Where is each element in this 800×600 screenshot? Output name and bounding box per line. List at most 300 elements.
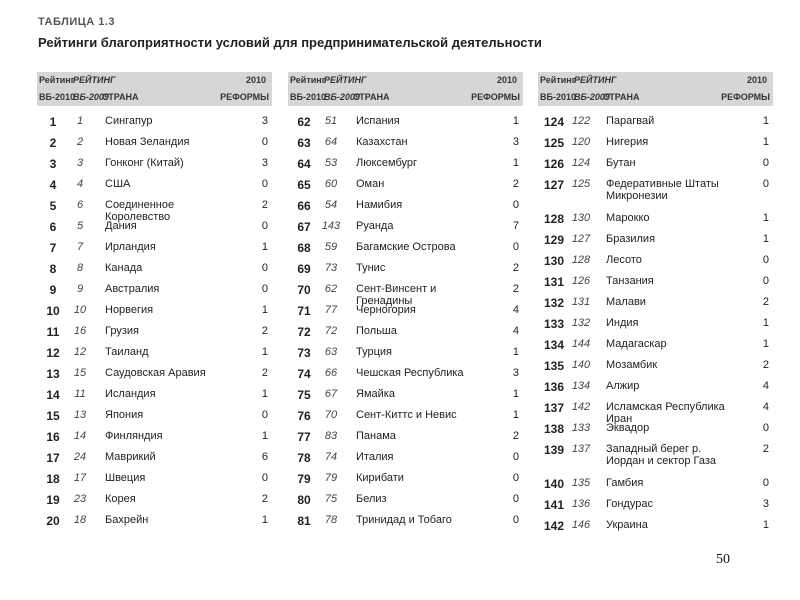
rank-2010: 7 bbox=[49, 241, 57, 255]
table-row bbox=[37, 279, 272, 300]
rank-2010: 134 bbox=[543, 338, 565, 352]
table-row bbox=[37, 111, 272, 132]
reforms-count: 1 bbox=[762, 519, 769, 531]
table-row bbox=[538, 397, 773, 425]
table-row bbox=[288, 111, 523, 132]
rank-2009: 11 bbox=[74, 388, 86, 400]
rank-2010: 15 bbox=[46, 409, 60, 423]
table-row bbox=[288, 489, 523, 510]
country-name: Чешская Республика bbox=[356, 367, 464, 379]
country-name: Западный берег р. Иордан и сектор Газа bbox=[606, 443, 717, 467]
rank-2009: 134 bbox=[571, 380, 591, 392]
country-name: Бахрейн bbox=[105, 514, 149, 526]
rank-2010: 62 bbox=[297, 115, 311, 129]
rank-2010: 70 bbox=[297, 283, 311, 297]
country-name: Тунис bbox=[356, 262, 386, 274]
rank-2010: 14 bbox=[46, 388, 60, 402]
country-name: Панама bbox=[356, 430, 396, 442]
header-rank-2010: Рейтинг bbox=[290, 75, 326, 85]
table-row bbox=[538, 376, 773, 397]
country-name: Индия bbox=[606, 317, 639, 329]
rank-2010: 6 bbox=[49, 220, 57, 234]
rank-2009: 126 bbox=[571, 275, 591, 287]
country-name: Сент-Винсент и Гренадины bbox=[356, 283, 437, 307]
table-row bbox=[538, 208, 773, 229]
rank-2009: 1 bbox=[76, 115, 84, 127]
reforms-count: 0 bbox=[261, 136, 268, 148]
rank-2009: 124 bbox=[571, 157, 591, 169]
table-row bbox=[538, 153, 773, 174]
reforms-count: 1 bbox=[512, 409, 519, 421]
rank-2009: 133 bbox=[571, 422, 591, 434]
table-row bbox=[538, 418, 773, 439]
header-country: СТРАНА bbox=[603, 92, 640, 102]
reforms-count: 0 bbox=[512, 451, 519, 463]
rank-2009: 132 bbox=[571, 317, 591, 329]
rank-2010: 77 bbox=[297, 430, 311, 444]
rank-2010: 74 bbox=[297, 367, 311, 381]
country-name: Федеративные Штаты Микронезии bbox=[606, 178, 719, 202]
country-name: Малави bbox=[606, 296, 646, 308]
rank-2009: 17 bbox=[73, 472, 87, 484]
reforms-count: 1 bbox=[512, 388, 519, 400]
reforms-count: 1 bbox=[512, 115, 519, 127]
table-row bbox=[538, 271, 773, 292]
table-row bbox=[538, 229, 773, 250]
table-row bbox=[288, 300, 523, 321]
reforms-count: 4 bbox=[762, 380, 769, 392]
reforms-count: 2 bbox=[261, 493, 268, 505]
rank-2010: 2 bbox=[49, 136, 57, 150]
table-row bbox=[288, 342, 523, 363]
reforms-count: 4 bbox=[512, 304, 519, 316]
header-rank-2010-sub: ВБ-2010 bbox=[540, 92, 576, 102]
rank-2010: 69 bbox=[297, 262, 311, 276]
country-name: Гондурас bbox=[606, 498, 653, 510]
rank-2009: 10 bbox=[73, 304, 87, 316]
rank-2010: 76 bbox=[297, 409, 311, 423]
reforms-count: 1 bbox=[261, 304, 268, 316]
reforms-count: 1 bbox=[512, 346, 519, 358]
rank-2009: 9 bbox=[76, 283, 84, 295]
header-country: СТРАНА bbox=[353, 92, 390, 102]
rank-2010: 3 bbox=[49, 157, 57, 171]
rank-2010: 140 bbox=[543, 477, 565, 491]
rank-2009: 142 bbox=[571, 401, 591, 413]
country-name: Лесото bbox=[606, 254, 642, 266]
header-rank-2009: РЕЙТИНГ bbox=[73, 75, 116, 85]
rank-2009: 62 bbox=[324, 283, 338, 295]
rank-2010: 136 bbox=[543, 380, 565, 394]
reforms-count: 1 bbox=[512, 157, 519, 169]
table-row bbox=[288, 384, 523, 405]
table-row bbox=[288, 468, 523, 489]
country-name: Ямайка bbox=[356, 388, 395, 400]
rank-2009: 128 bbox=[571, 254, 591, 266]
rank-2010: 131 bbox=[543, 275, 565, 289]
country-name: Тринидад и Тобаго bbox=[356, 514, 452, 526]
table-row bbox=[288, 426, 523, 447]
reforms-count: 4 bbox=[512, 325, 519, 337]
rank-2009: 144 bbox=[571, 338, 591, 350]
table-row bbox=[37, 426, 272, 447]
country-name: Мадагаскар bbox=[606, 338, 667, 350]
rank-2010: 80 bbox=[297, 493, 311, 507]
table-row bbox=[288, 258, 523, 279]
reforms-count: 4 bbox=[762, 401, 769, 413]
rank-2010: 16 bbox=[46, 430, 60, 444]
table-row bbox=[288, 279, 523, 307]
header-rank-2010-sub: ВБ-2010 bbox=[290, 92, 326, 102]
country-name: Новая Зеландия bbox=[105, 136, 190, 148]
country-name: Нигерия bbox=[606, 136, 649, 148]
reforms-count: 2 bbox=[762, 296, 769, 308]
rank-2009: 66 bbox=[324, 367, 338, 379]
table-row bbox=[37, 237, 272, 258]
reforms-count: 1 bbox=[261, 388, 268, 400]
country-name: Танзания bbox=[606, 275, 654, 287]
reforms-count: 1 bbox=[762, 115, 769, 127]
country-name: Турция bbox=[356, 346, 392, 358]
table-row bbox=[538, 132, 773, 153]
country-name: Польша bbox=[356, 325, 397, 337]
table-row bbox=[37, 132, 272, 153]
reforms-count: 0 bbox=[512, 199, 519, 211]
country-name: Марокко bbox=[606, 212, 650, 224]
country-name: Намибия bbox=[356, 199, 403, 211]
rank-2009: 8 bbox=[76, 262, 84, 274]
rank-2010: 127 bbox=[543, 178, 565, 192]
table-row bbox=[288, 321, 523, 342]
rank-2009: 127 bbox=[571, 233, 591, 245]
rank-2010: 12 bbox=[46, 346, 60, 360]
reforms-count: 2 bbox=[261, 325, 268, 337]
header-year: 2010 bbox=[245, 75, 266, 85]
rank-2010: 8 bbox=[49, 262, 57, 276]
reforms-count: 0 bbox=[261, 262, 268, 274]
reforms-count: 0 bbox=[261, 220, 268, 232]
rank-2009: 79 bbox=[324, 472, 338, 484]
reforms-count: 0 bbox=[762, 275, 769, 287]
rank-2009: 15 bbox=[73, 367, 87, 379]
rank-2009: 24 bbox=[73, 451, 87, 463]
table-row bbox=[538, 313, 773, 334]
country-name: США bbox=[105, 178, 131, 190]
header-rank-2010-sub: ВБ-2010 bbox=[39, 92, 75, 102]
country-name: Мозамбик bbox=[606, 359, 658, 371]
rank-2009: 13 bbox=[73, 409, 87, 421]
reforms-count: 1 bbox=[762, 212, 769, 224]
rank-2010: 128 bbox=[543, 212, 565, 226]
rank-2009: 146 bbox=[571, 519, 591, 531]
header-reforms: РЕФОРМЫ bbox=[721, 92, 770, 102]
reforms-count: 0 bbox=[512, 514, 519, 526]
table-row bbox=[538, 473, 773, 494]
reforms-count: 0 bbox=[261, 283, 268, 295]
rank-2009: 72 bbox=[324, 325, 338, 337]
rank-2009: 64 bbox=[324, 136, 338, 148]
table-row bbox=[37, 510, 272, 531]
country-name: Люксембург bbox=[356, 157, 418, 169]
table-row bbox=[37, 153, 272, 174]
table-row bbox=[37, 300, 272, 321]
country-name: Исландия bbox=[105, 388, 156, 400]
country-name: Саудовская Аравия bbox=[105, 367, 206, 379]
rank-2009: 73 bbox=[324, 262, 338, 274]
country-name: Испания bbox=[356, 115, 400, 127]
table-row bbox=[288, 447, 523, 468]
country-name: Ирландия bbox=[105, 241, 156, 253]
header-rank-2009: РЕЙТИНГ bbox=[324, 75, 367, 85]
country-name: Оман bbox=[356, 178, 385, 190]
table-row bbox=[37, 468, 272, 489]
table-row bbox=[37, 216, 272, 237]
header-rank-2009-sub: ВБ-2009 bbox=[324, 92, 360, 102]
rank-2010: 1 bbox=[49, 115, 57, 129]
header-reforms: РЕФОРМЫ bbox=[471, 92, 520, 102]
rank-2009: 120 bbox=[571, 136, 591, 148]
country-name: Бразилия bbox=[606, 233, 656, 245]
rank-2010: 133 bbox=[543, 317, 565, 331]
table-row bbox=[37, 384, 272, 405]
table-row bbox=[37, 174, 272, 195]
reforms-count: 1 bbox=[762, 338, 769, 350]
reforms-count: 0 bbox=[512, 472, 519, 484]
table-row bbox=[288, 363, 523, 384]
reforms-count: 2 bbox=[762, 443, 769, 455]
rank-2009: 74 bbox=[324, 451, 338, 463]
reforms-count: 3 bbox=[512, 367, 519, 379]
table-row bbox=[288, 174, 523, 195]
rank-2009: 140 bbox=[571, 359, 591, 371]
rank-2009: 136 bbox=[571, 498, 591, 510]
rank-2009: 12 bbox=[73, 346, 87, 358]
reforms-count: 0 bbox=[762, 422, 769, 434]
table-row bbox=[37, 405, 272, 426]
rank-2010: 124 bbox=[543, 115, 565, 129]
rank-2010: 81 bbox=[297, 514, 311, 528]
country-name: Багамские Острова bbox=[356, 241, 456, 253]
header-country: СТРАНА bbox=[102, 92, 139, 102]
reforms-count: 2 bbox=[261, 367, 268, 379]
table-row bbox=[37, 258, 272, 279]
country-name: Соединенное Королевство bbox=[105, 199, 175, 223]
rank-2009: 122 bbox=[571, 115, 591, 127]
rank-2010: 72 bbox=[297, 325, 311, 339]
rank-2009: 18 bbox=[73, 514, 87, 526]
country-name: Япония bbox=[105, 409, 144, 421]
reforms-count: 2 bbox=[261, 199, 268, 211]
rank-2009: 4 bbox=[76, 178, 84, 190]
rank-2009: 60 bbox=[324, 178, 338, 190]
country-name: Канада bbox=[105, 262, 143, 274]
reforms-count: 7 bbox=[512, 220, 519, 232]
rank-2009: 131 bbox=[571, 296, 591, 308]
table-row bbox=[37, 363, 272, 384]
country-name: Италия bbox=[356, 451, 394, 463]
table-row bbox=[288, 153, 523, 174]
rank-2009: 135 bbox=[571, 477, 591, 489]
header-rank-2010: Рейтинг bbox=[540, 75, 576, 85]
header-year: 2010 bbox=[746, 75, 767, 85]
rank-2009: 137 bbox=[571, 443, 591, 455]
country-name: Австралия bbox=[105, 283, 160, 295]
rank-2010: 11 bbox=[46, 325, 60, 339]
rank-2010: 126 bbox=[543, 157, 565, 171]
rank-2009: 63 bbox=[324, 346, 338, 358]
rank-2010: 125 bbox=[543, 136, 565, 150]
country-name: Руанда bbox=[356, 220, 394, 232]
country-name: Дания bbox=[105, 220, 137, 232]
rank-2009: 143 bbox=[321, 220, 341, 232]
reforms-count: 3 bbox=[261, 115, 268, 127]
table-row bbox=[538, 111, 773, 132]
rank-2009: 125 bbox=[571, 178, 591, 190]
rank-2010: 65 bbox=[297, 178, 311, 192]
table-row bbox=[538, 334, 773, 355]
reforms-count: 0 bbox=[762, 178, 769, 190]
rank-2009: 83 bbox=[324, 430, 338, 442]
table-row bbox=[288, 237, 523, 258]
rank-2010: 137 bbox=[543, 401, 565, 415]
country-name: Белиз bbox=[356, 493, 387, 505]
reforms-count: 2 bbox=[512, 178, 519, 190]
rank-2009: 23 bbox=[73, 493, 87, 505]
table-title: Рейтинги благоприятности условий для предпринимательской деятельности bbox=[38, 35, 542, 50]
table-header bbox=[538, 72, 773, 106]
table-row bbox=[538, 494, 773, 515]
country-name: Сент-Киттс и Невис bbox=[356, 409, 457, 421]
reforms-count: 1 bbox=[261, 241, 268, 253]
rank-2010: 9 bbox=[49, 283, 57, 297]
country-name: Кирибати bbox=[356, 472, 404, 484]
rank-2010: 66 bbox=[297, 199, 311, 213]
rank-2009: 3 bbox=[76, 157, 84, 169]
rank-2010: 10 bbox=[46, 304, 60, 318]
table-row bbox=[37, 321, 272, 342]
country-name: Корея bbox=[105, 493, 136, 505]
rank-2009: 16 bbox=[73, 325, 87, 337]
country-name: Украина bbox=[606, 519, 648, 531]
reforms-count: 2 bbox=[512, 283, 519, 295]
reforms-count: 0 bbox=[762, 254, 769, 266]
rank-2010: 67 bbox=[297, 220, 311, 234]
rank-2010: 135 bbox=[543, 359, 565, 373]
rank-2010: 130 bbox=[543, 254, 565, 268]
header-rank-2010: Рейтинг bbox=[39, 75, 75, 85]
rank-2010: 129 bbox=[543, 233, 565, 247]
table-label: ТАБЛИЦА 1.3 bbox=[38, 16, 116, 28]
table-row bbox=[538, 515, 773, 536]
rank-2010: 20 bbox=[46, 514, 60, 528]
reforms-count: 1 bbox=[762, 233, 769, 245]
reforms-count: 0 bbox=[762, 157, 769, 169]
table-row bbox=[288, 132, 523, 153]
rank-2009: 53 bbox=[324, 157, 338, 169]
rank-2009: 77 bbox=[324, 304, 338, 316]
table-row bbox=[288, 405, 523, 426]
reforms-count: 0 bbox=[512, 241, 519, 253]
reforms-count: 3 bbox=[762, 498, 769, 510]
reforms-count: 0 bbox=[512, 493, 519, 505]
reforms-count: 1 bbox=[762, 317, 769, 329]
rank-2009: 59 bbox=[324, 241, 338, 253]
table-header bbox=[37, 72, 272, 106]
table-row bbox=[288, 216, 523, 237]
country-name: Гонконг (Китай) bbox=[105, 157, 184, 169]
reforms-count: 1 bbox=[261, 346, 268, 358]
rank-2010: 63 bbox=[297, 136, 311, 150]
reforms-count: 2 bbox=[512, 262, 519, 274]
rank-2010: 141 bbox=[543, 498, 565, 512]
country-name: Казахстан bbox=[356, 136, 408, 148]
rank-2009: 67 bbox=[324, 388, 338, 400]
country-name: Черногория bbox=[356, 304, 416, 316]
reforms-count: 1 bbox=[261, 430, 268, 442]
table-row bbox=[538, 174, 773, 208]
rank-2009: 130 bbox=[571, 212, 591, 224]
header-rank-2009-sub: ВБ-2009 bbox=[574, 92, 610, 102]
rank-2009: 5 bbox=[76, 220, 84, 232]
header-rank-2009-sub: ВБ-2009 bbox=[73, 92, 109, 102]
reforms-count: 3 bbox=[261, 157, 268, 169]
rank-2010: 79 bbox=[297, 472, 311, 486]
table-column-1 bbox=[37, 72, 272, 531]
reforms-count: 2 bbox=[762, 359, 769, 371]
rank-2009: 7 bbox=[76, 241, 84, 253]
rank-2010: 17 bbox=[46, 451, 60, 465]
reforms-count: 0 bbox=[261, 409, 268, 421]
rank-2010: 139 bbox=[543, 443, 565, 457]
table-row bbox=[37, 489, 272, 510]
rank-2010: 64 bbox=[297, 157, 311, 171]
rank-2010: 4 bbox=[49, 178, 57, 192]
table-header bbox=[288, 72, 523, 106]
table-row bbox=[538, 355, 773, 376]
table-row bbox=[288, 195, 523, 216]
rank-2010: 138 bbox=[543, 422, 565, 436]
rank-2010: 13 bbox=[46, 367, 60, 381]
country-name: Эквадор bbox=[606, 422, 650, 434]
country-name: Таиланд bbox=[105, 346, 149, 358]
reforms-count: 6 bbox=[261, 451, 268, 463]
rank-2009: 75 bbox=[324, 493, 338, 505]
country-name: Сингапур bbox=[105, 115, 153, 127]
table-column-2 bbox=[288, 72, 523, 531]
rank-2010: 73 bbox=[297, 346, 311, 360]
rank-2009: 54 bbox=[324, 199, 338, 211]
table-row bbox=[538, 439, 773, 473]
reforms-count: 3 bbox=[512, 136, 519, 148]
table-row bbox=[37, 342, 272, 363]
country-name: Грузия bbox=[105, 325, 139, 337]
rank-2009: 78 bbox=[324, 514, 338, 526]
country-name: Алжир bbox=[606, 380, 640, 392]
rank-2010: 19 bbox=[46, 493, 60, 507]
country-name: Норвегия bbox=[105, 304, 154, 316]
country-name: Финляндия bbox=[105, 430, 163, 442]
table-row bbox=[37, 447, 272, 468]
rank-2010: 78 bbox=[297, 451, 311, 465]
table-column-3 bbox=[538, 72, 773, 536]
rank-2010: 68 bbox=[297, 241, 311, 255]
country-name: Швеция bbox=[105, 472, 146, 484]
rank-2010: 75 bbox=[297, 388, 311, 402]
header-year: 2010 bbox=[496, 75, 517, 85]
reforms-count: 0 bbox=[762, 477, 769, 489]
country-name: Гамбия bbox=[606, 477, 644, 489]
header-rank-2009: РЕЙТИНГ bbox=[574, 75, 617, 85]
